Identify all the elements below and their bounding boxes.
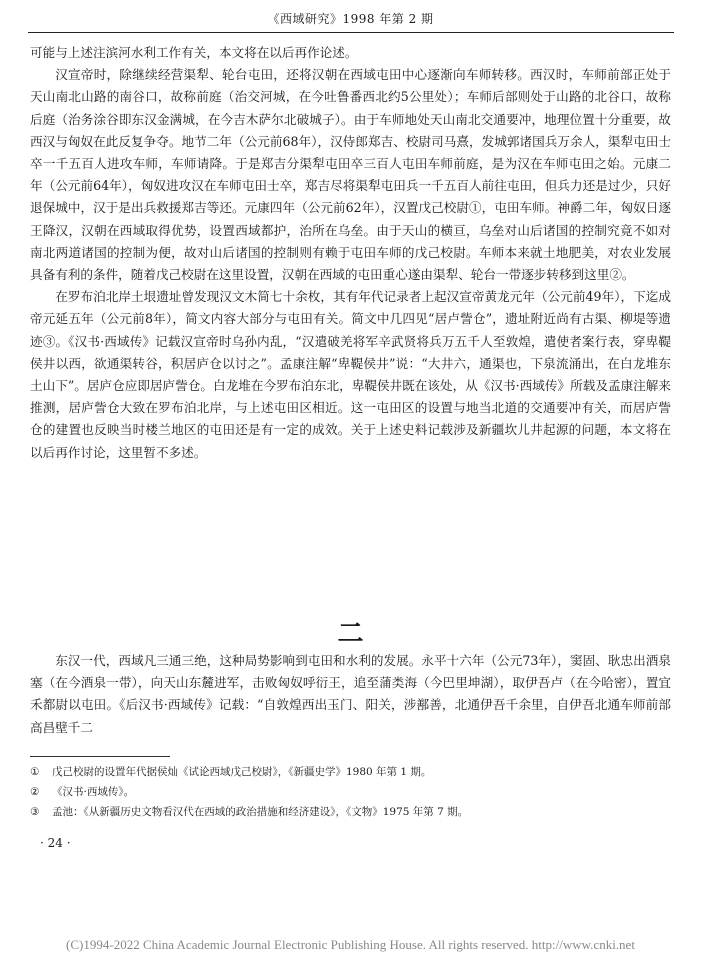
section-two-body [30, 650, 671, 739]
paragraph-loulan-tuyin: 在罗布泊北岸土垠遗址曾发现汉文木简七十余枚，其有年代记录者上起汉宣帝黄龙元年（公元前49年），下迄成帝元延五年（公元前8年），简文内容大部分与屯田有关。简文中几四见“居卢訾仓”，遗址附近尚有古渠、柳堤等遗迹③。《汉书·西域传》记载汉宣帝时乌孙内乱，“汉遣破羌将军辛武贤将兵万五千人至敦煌，遣使者案行表，穿卑鞮侯井以西，欲通渠转谷，积居庐仓以讨之”。孟康注解“卑鞮侯井”说：“大井六，通渠也，下泉流涌出，在白龙堆东土山下”。居庐仓应即居庐訾仓。白龙堆在今罗布泊东北，卑鞮侯井既在该处，从《汉书·西域传》所载及孟康注解来推测，居庐訾仓大致在罗布泊北岸，与上述屯田区相近。这一屯田区的设置与地当北道的交通要冲有关，而居庐訾仓的建置也反映当时楼兰地区的屯田还是有一定的成效。关于上述史料记载涉及新疆坎儿井起源的问题，本文将在以后再作讨论，这里暂不多述。 [30, 289, 671, 460]
footnote-text: 孟池：《从新疆历史文物看汉代在西域的政治措施和经济建设》，《文物》1975 年第 7 期。 [52, 806, 469, 818]
main-body [30, 42, 671, 464]
footnote-mark: ① [30, 766, 40, 778]
paragraph-donghan: 东汉一代，西域凡三通三绝，这种局势影响到屯田和水利的发展。永平十六年（公元73年），窦固、耿忠出酒泉塞（在今酒泉一带），向天山东麓进军，击败匈奴呼衍王，追至蒲类海（今巴里坤湖），取伊吾卢（在今哈密），置宜禾都尉以屯田。《后汉书·西域传》记载：“自敦煌西出玉门、阳关，涉鄯善，北通伊吾千余里，自伊吾北通车师前部高昌壁千二 [30, 653, 671, 735]
footnote-rule [30, 756, 170, 757]
paragraph-continuation: 可能与上述注滨河水利工作有关，本文将在以后再作论述。 [30, 45, 358, 60]
header-rule [28, 32, 674, 33]
paragraph-xuandi-jushi: 汉宣帝时，除继续经营渠犁、轮台屯田，还将汉朝在西域屯田中心逐渐向车师转移。西汉时，车师前部正处于天山南北山路的南谷口，故称前庭（治交河城，在今吐鲁番西北约5公里处）；车师后部则处于山路的北谷口，故称后庭（治务涂谷即东汉金满城，在今吉木萨尔北破城子）。由于车师地处天山南北交通要冲，地理位置十分重要，故西汉与匈奴在此反复争夺。地节二年（公元前68年），汉侍郎郑吉、校尉司马熹，发城郭诸国兵万余人，渠犁屯田士卒一千五百人进攻车师，车师请降。于是郑吉分渠犁屯田卒三百人屯田车师前庭，是为汉在车师屯田之始。元康二年（公元前64年），匈奴进攻汉在车师屯田士卒，郑吉尽将渠犁屯田兵一千五百人前往屯田，但兵力还是过少，只好退保城中，汉于是出兵救援郑吉等还。元康四年（公元前62年），汉置戊己校尉①，屯田车师。神爵二年，匈奴日逐王降汉，汉朝在西域取得优势，设置西域都护，治所在乌垒。由于天山的横亘，乌垒对山后诸国的控制究竟不如对南北两道诸国的控制为便，故对山后诸国的控制则有赖于屯田车师的戊己校尉。车师本来就土地肥美，对农业发展具备有利的条件，随着戊己校尉在这里设置，汉朝在西域的屯田重心遂由渠犁、轮台一带逐步转移到这里②。 [30, 67, 671, 283]
journal-header: 《西域研究》1998 年第 2 期 [267, 12, 434, 26]
footnote-text: 戊己校尉的设置年代据侯灿《试论西域戊己校尉》，《新疆史学》1980 年第 1 期。 [52, 766, 432, 778]
footnote-3 [30, 802, 671, 822]
footnote-text: 《汉书·西域传》。 [52, 786, 135, 798]
footnote-1 [30, 762, 671, 782]
footnote-mark: ② [30, 786, 40, 798]
footnote-mark: ③ [30, 806, 40, 818]
copyright-line: (C)1994-2022 China Academic Journal Electronic Publishing House. All rights reserved. http://www.cnki.net [66, 937, 635, 952]
footnote-2 [30, 782, 671, 802]
page-number: · 24 · [40, 836, 71, 850]
section-heading: 二 [337, 619, 364, 649]
footnotes [30, 762, 671, 822]
